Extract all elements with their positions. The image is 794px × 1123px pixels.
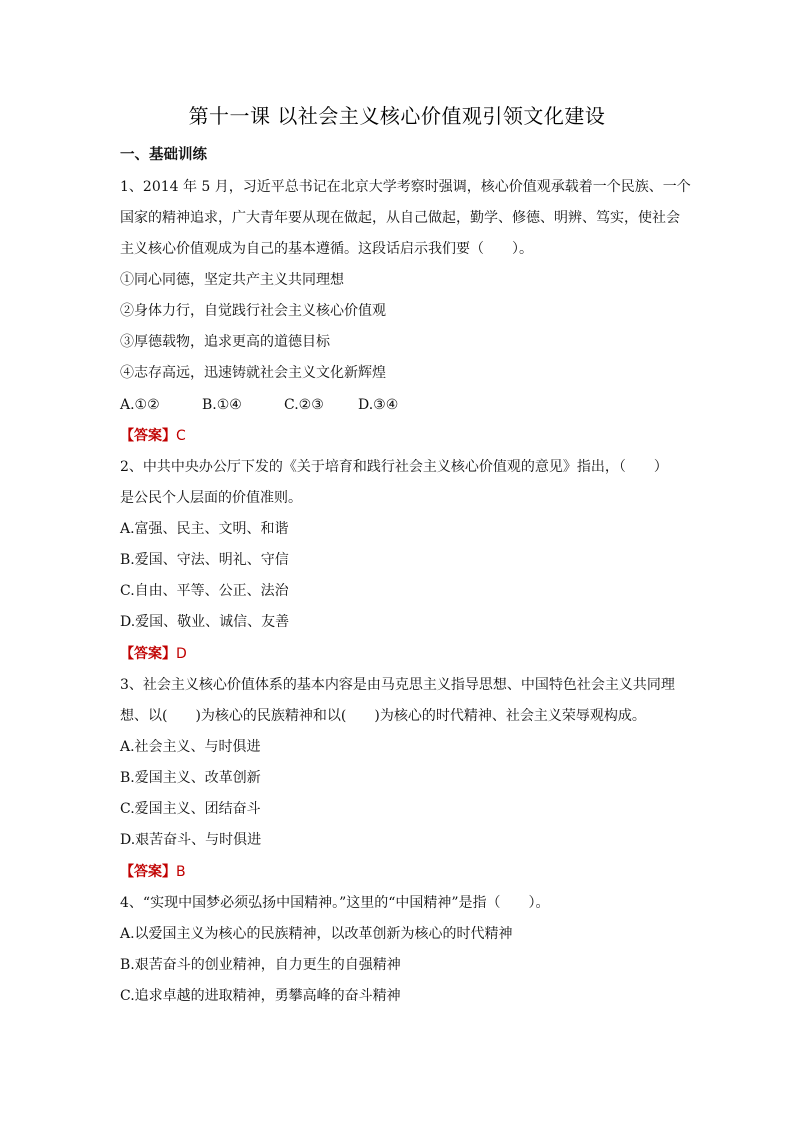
q1-line-3: 主义核心价值观成为自己的基本遵循。这段话启示我们要（ ）。 <box>120 241 533 257</box>
section-heading: 一、基础训练 <box>120 147 207 163</box>
q2-answer <box>120 644 187 664</box>
answer-value: B <box>176 864 186 880</box>
q3-line-1: 3、社会主义核心价值体系的基本内容是由马克思主义指导思想、中国特色社会主义共同理 <box>120 677 675 693</box>
q4-option-b: B.艰苦奋斗的创业精神，自力更生的自强精神 <box>120 957 401 973</box>
q3-option-d: D.艰苦奋斗、与时俱进 <box>120 832 262 848</box>
q1-answer <box>120 426 186 446</box>
q3-option-b: B.爱国主义、改革创新 <box>120 770 261 786</box>
q1-item-3: ③厚德载物，追求更高的道德目标 <box>120 334 330 350</box>
answer-tag: 【答案】 <box>120 646 176 662</box>
q4-option-c: C.追求卓越的进取精神，勇攀高峰的奋斗精神 <box>120 988 401 1004</box>
q2-line-1: 2、中共中央办公厅下发的《关于培育和践行社会主义核心价值观的意见》指出，（ ） <box>120 459 668 475</box>
q4-option-a: A.以爱国主义为核心的民族精神，以改革创新为核心的时代精神 <box>120 926 513 942</box>
q1-line-2: 国家的精神追求，广大青年要从现在做起，从自己做起，勤学、修德、明辨、笃实，使社会 <box>120 210 680 226</box>
q1-choices <box>120 395 398 415</box>
q3-option-c: C.爱国主义、团结奋斗 <box>120 801 261 817</box>
answer-value: C <box>176 428 186 444</box>
q1-item-2: ②身体力行，自觉践行社会主义核心价值观 <box>120 303 386 319</box>
answer-tag: 【答案】 <box>120 864 176 880</box>
q1-choice-d: D.③④ <box>358 397 399 413</box>
q1-line-1: 1、2014 年 5 月，习近平总书记在北京大学考察时强调，核心价值观承载着一个民族、一个 <box>120 179 691 195</box>
q2-option-b: B.爱国、守法、明礼、守信 <box>120 552 289 568</box>
answer-value: D <box>176 646 187 662</box>
q1-choice-c: C.②③ <box>284 397 324 413</box>
page-title: 第十一课 以社会主义核心价值观引领文化建设 <box>188 104 606 128</box>
q4-line-1: 4、“实现中国梦必须弘扬中国精神。”这里的“中国精神”是指（ ）。 <box>120 895 550 911</box>
q2-option-a: A.富强、民主、文明、和谐 <box>120 521 289 537</box>
q1-choice-a: A.①② <box>120 397 160 413</box>
answer-tag: 【答案】 <box>120 428 176 444</box>
q1-item-1: ①同心同德，坚定共产主义共同理想 <box>120 272 344 288</box>
q3-answer <box>120 862 186 882</box>
q3-line-2: 想、以( )为核心的民族精神和以( )为核心的时代精神、社会主义荣辱观构成。 <box>120 708 646 724</box>
q2-line-2: 是公民个人层面的价值准则。 <box>120 490 302 506</box>
q3-option-a: A.社会主义、与时俱进 <box>120 739 261 755</box>
q1-item-4: ④志存高远，迅速铸就社会主义文化新辉煌 <box>120 365 386 381</box>
q2-option-c: C.自由、平等、公正、法治 <box>120 583 289 599</box>
q2-option-d: D.爱国、敬业、诚信、友善 <box>120 614 290 630</box>
q1-choice-b: B.①④ <box>202 397 242 413</box>
